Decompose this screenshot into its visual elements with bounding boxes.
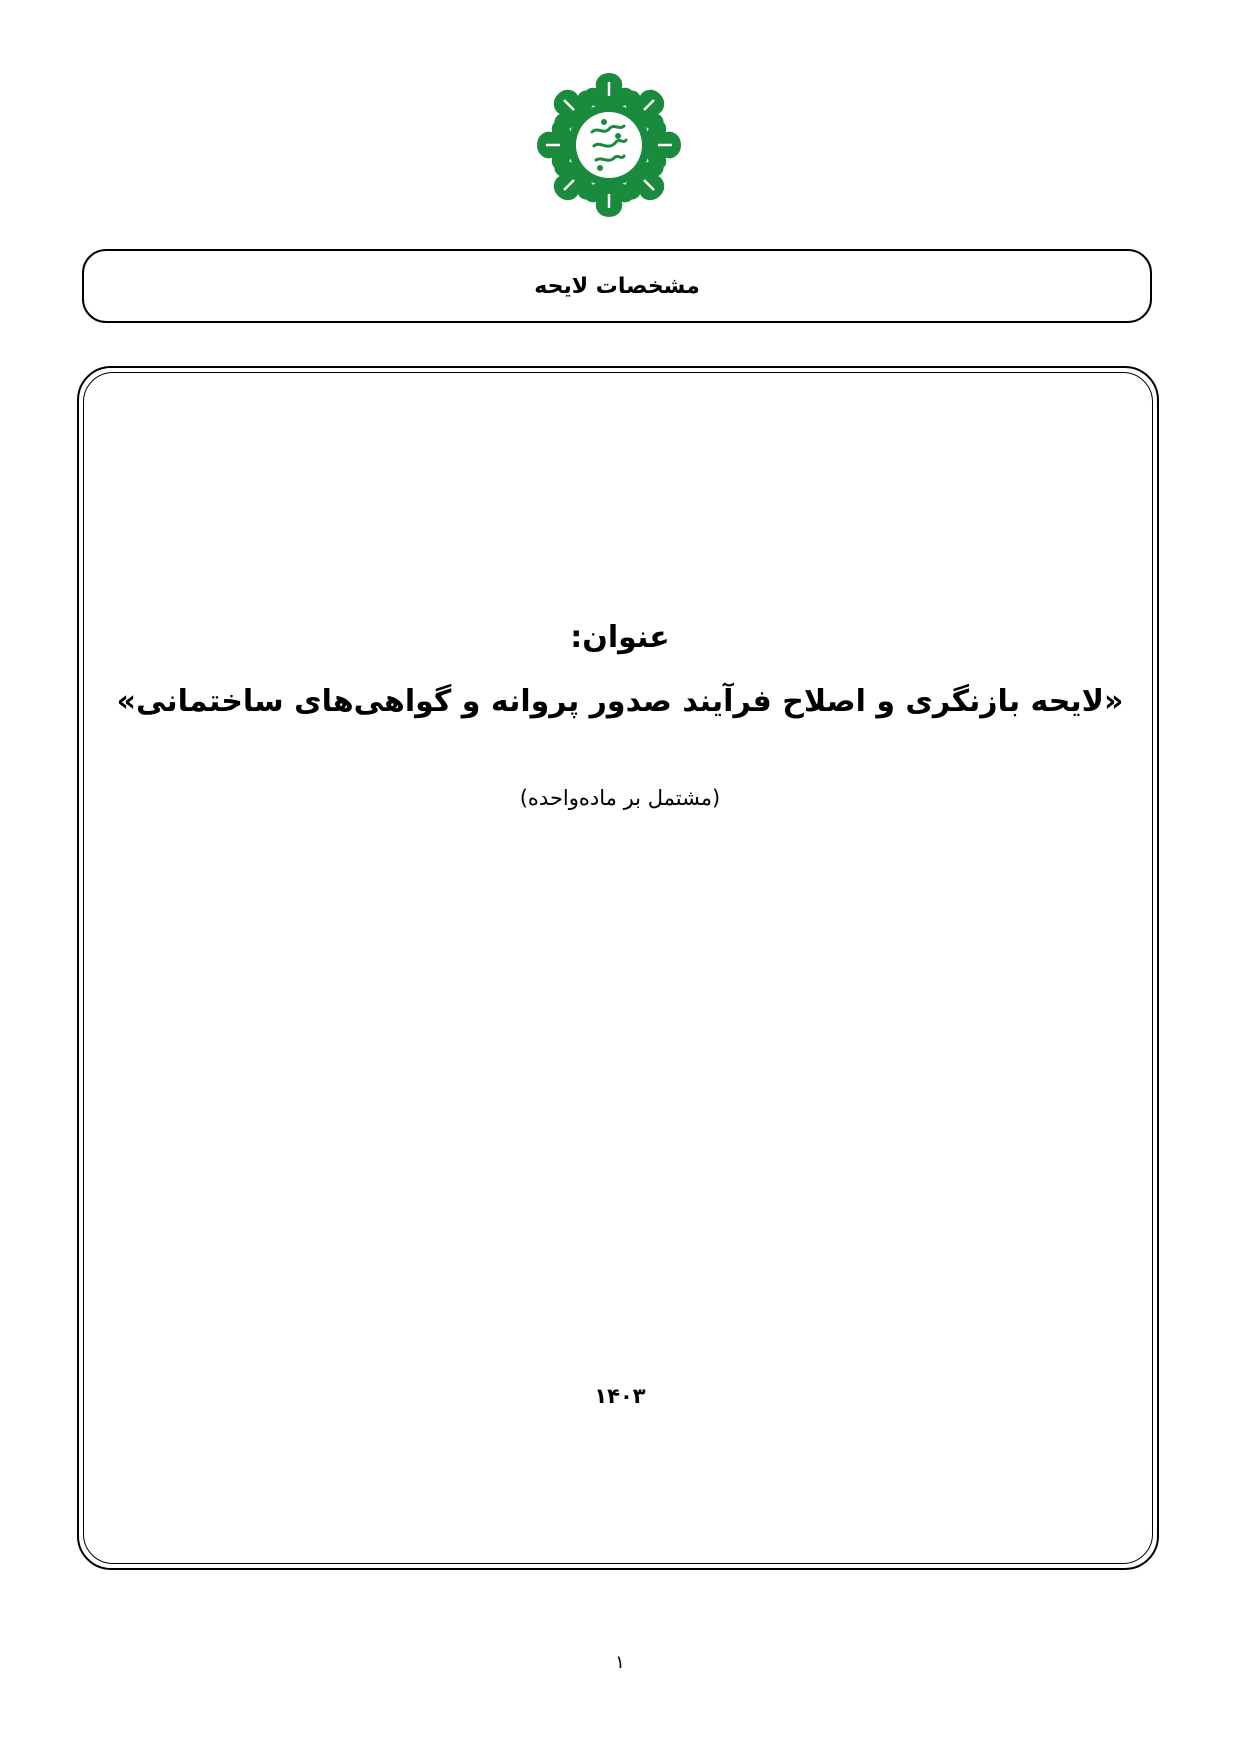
bill-year: ۱۴۰۳ [594,1384,646,1408]
page-number: ۱ [615,1652,625,1673]
bill-subtitle: (مشتمل بر ماده‌واحده) [519,786,721,810]
bill-title: «لایحه بازنگری و اصلاح فرآیند صدور پروانه و گواهی‌های ساختمانی» [116,684,1124,719]
header-title: مشخصات لایحه [534,273,700,299]
council-logo [534,70,684,220]
header-box [82,249,1152,323]
title-label: عنوان: [570,620,670,655]
council-emblem-icon [534,70,684,220]
